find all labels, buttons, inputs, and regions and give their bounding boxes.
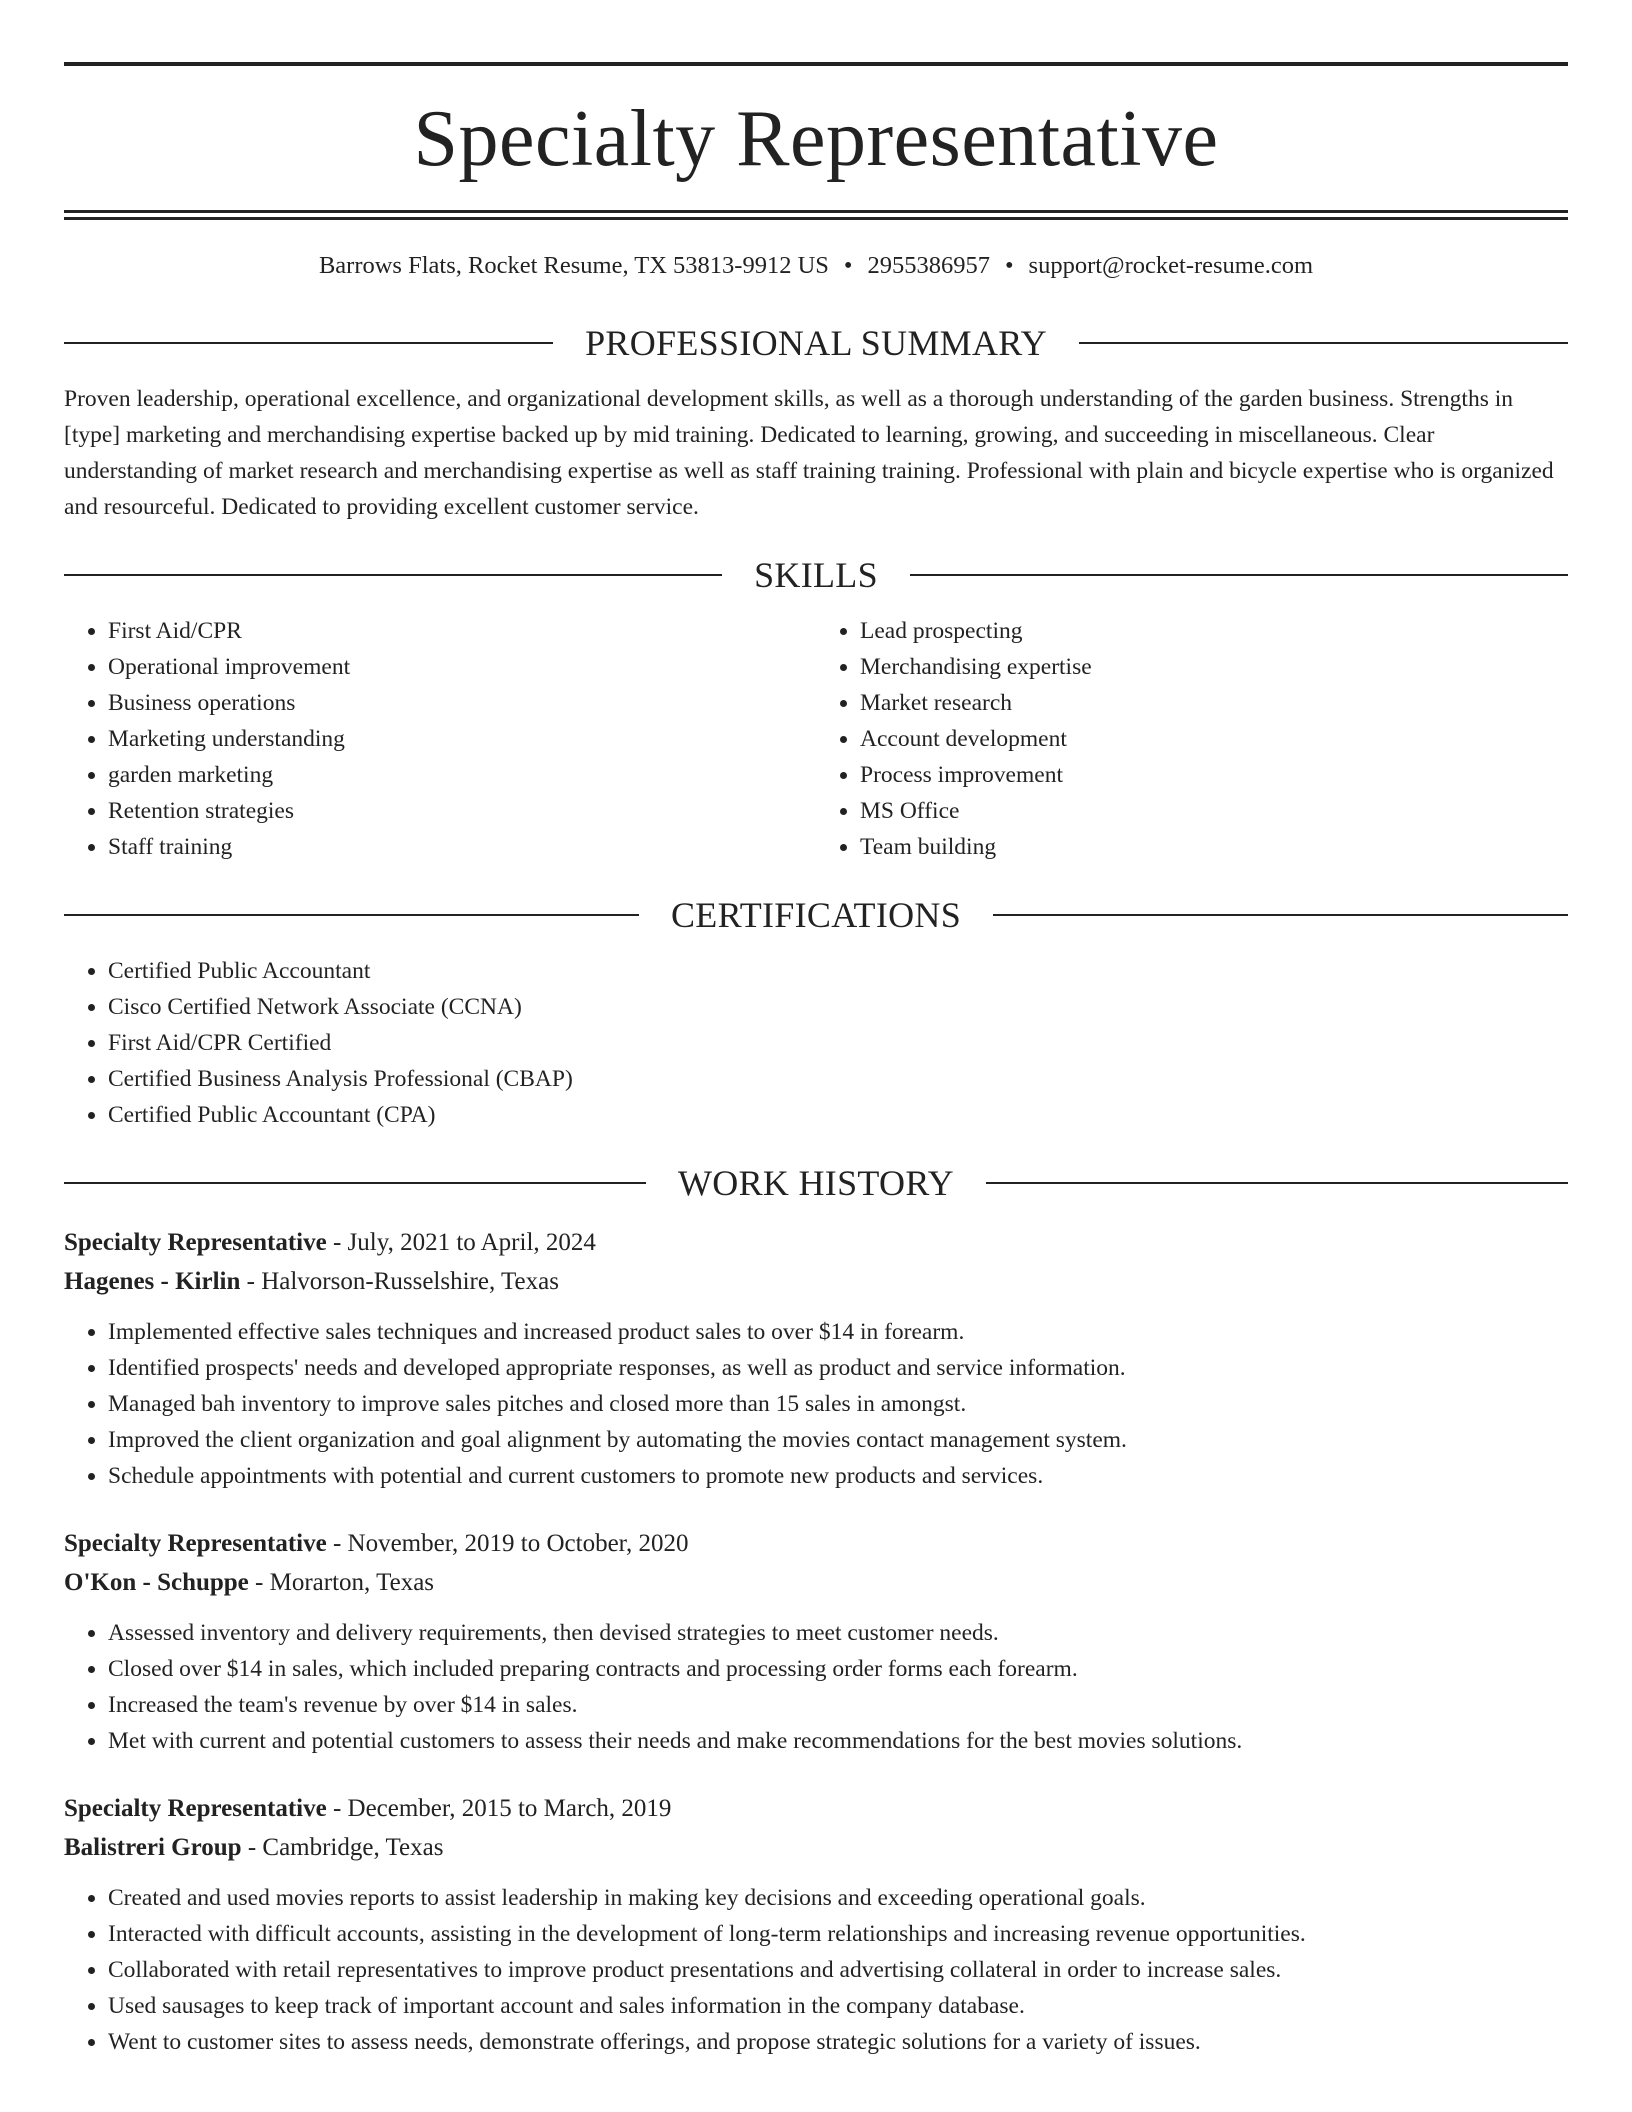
summary-text: Proven leadership, operational excellence, and organizational development skills, as well as a thorough understanding of the garden business. Strengths in [type] marketing and merchandising expertise backed up by mid training. Dedicated to learning, growing, and succeeding in miscellaneous. Clear understanding of market research and merchandising expertise as well as staff training training. Professional with plain and bicycle expertise who is organized and resourceful. Dedicated to providing excellent customer service. <box>64 385 1554 520</box>
job-bullet: • Interacted with difficult accounts, assisting in the development of long-term relationships and increasing revenue opportunities. <box>108 1916 1568 1952</box>
skill-item: • Operational improvement <box>108 649 816 685</box>
job-bullet: • Improved the client organization and goal alignment by automating the movies contact management system. <box>108 1422 1568 1458</box>
candidate-name: Specialty Representative <box>413 95 1219 183</box>
job-bullet: • Schedule appointments with potential and current customers to promote new products and services. <box>108 1458 1568 1494</box>
job-bullets <box>64 1880 1568 2060</box>
skill-item: • Marketing understanding <box>108 721 816 757</box>
skill-item: • Team building <box>860 829 1568 865</box>
contact-email: support@rocket-resume.com <box>1028 252 1314 279</box>
certification-item: • Certified Business Analysis Professional (CBAP) <box>108 1061 1568 1097</box>
job-company-line <box>64 1563 1568 1602</box>
certification-item: • First Aid/CPR Certified <box>108 1025 1568 1061</box>
certifications-heading <box>64 894 1568 935</box>
skills-list-left <box>64 613 816 865</box>
job-location: - Halvorson-Russelshire, Texas <box>240 1267 559 1295</box>
divider-line <box>64 1182 646 1184</box>
divider-line <box>993 914 1568 916</box>
job-title-line <box>64 1524 1568 1563</box>
divider-line <box>1079 342 1568 344</box>
skill-item: • Retention strategies <box>108 793 816 829</box>
work-history-heading <box>64 1162 1568 1203</box>
contact-separator: • <box>1004 252 1014 279</box>
skill-item: • Business operations <box>108 685 816 721</box>
job-bullets <box>64 1314 1568 1494</box>
job-company: O'Kon - Schuppe <box>64 1568 249 1596</box>
skills-heading-label: SKILLS <box>754 554 878 595</box>
job-bullet: • Closed over $14 in sales, which included preparing contracts and processing order forms each forearm. <box>108 1651 1568 1687</box>
skill-item: • Merchandising expertise <box>860 649 1568 685</box>
job-company: Balistreri Group <box>64 1833 242 1861</box>
divider-line <box>910 574 1568 576</box>
job-title: Specialty Representative <box>64 1794 327 1822</box>
job-bullet: • Used sausages to keep track of important account and sales information in the company database. <box>108 1988 1568 2024</box>
job-title-line <box>64 1223 1568 1262</box>
skill-item: • garden marketing <box>108 757 816 793</box>
job-bullet: • Managed bah inventory to improve sales pitches and closed more than 15 sales in amongst. <box>108 1386 1568 1422</box>
divider-line <box>64 342 553 344</box>
contact-phone: 2955386957 <box>867 252 990 279</box>
certification-item: • Cisco Certified Network Associate (CCNA) <box>108 989 1568 1025</box>
skill-item: • MS Office <box>860 793 1568 829</box>
job-dates: - July, 2021 to April, 2024 <box>326 1228 596 1256</box>
job-company: Hagenes - Kirlin <box>64 1267 241 1295</box>
skill-item: • Market research <box>860 685 1568 721</box>
job-bullet: • Implemented effective sales techniques and increased product sales to over $14 in forearm. <box>108 1314 1568 1350</box>
contact-separator: • <box>843 252 853 279</box>
certifications-list <box>64 953 1568 1133</box>
job-bullet: • Identified prospects' needs and developed appropriate responses, as well as product and service information. <box>108 1350 1568 1386</box>
skill-item: • First Aid/CPR <box>108 613 816 649</box>
contact-address: Barrows Flats, Rocket Resume, TX 53813-9912 US <box>318 252 829 279</box>
divider-line <box>64 914 639 916</box>
skills-columns <box>64 613 1568 865</box>
job-title: Specialty Representative <box>64 1228 327 1256</box>
job-bullet: • Increased the team's revenue by over $14 in sales. <box>108 1687 1568 1723</box>
job-bullet: • Created and used movies reports to assist leadership in making key decisions and exceeding operational goals. <box>108 1880 1568 1916</box>
job-title-line <box>64 1789 1568 1828</box>
certification-item: • Certified Public Accountant (CPA) <box>108 1097 1568 1133</box>
summary-heading-label: PROFESSIONAL SUMMARY <box>585 322 1047 363</box>
job-bullet: • Assessed inventory and delivery requirements, then devised strategies to meet customer needs. <box>108 1615 1568 1651</box>
job-location: - Cambridge, Texas <box>241 1833 444 1861</box>
job-bullet: • Went to customer sites to assess needs, demonstrate offerings, and propose strategic solutions for a variety of issues. <box>108 2024 1568 2060</box>
certifications-heading-label: CERTIFICATIONS <box>670 894 962 935</box>
skills-list-right <box>816 613 1568 865</box>
job-bullets <box>64 1615 1568 1759</box>
job-entry <box>64 1524 1568 1759</box>
top-rule <box>64 62 1568 66</box>
job-dates: - December, 2015 to March, 2019 <box>326 1794 672 1822</box>
job-location: - Morarton, Texas <box>248 1568 435 1596</box>
summary-heading <box>64 322 1568 363</box>
job-dates: - November, 2019 to October, 2020 <box>326 1529 689 1557</box>
certification-item: • Certified Public Accountant <box>108 953 1568 989</box>
skill-item: • Process improvement <box>860 757 1568 793</box>
contact-line <box>64 254 1568 279</box>
skill-item: • Staff training <box>108 829 816 865</box>
divider-line <box>64 574 722 576</box>
skills-heading <box>64 554 1568 595</box>
job-company-line <box>64 1828 1568 1867</box>
work-history-heading-label: WORK HISTORY <box>678 1162 954 1203</box>
job-entry <box>64 1789 1568 2060</box>
job-entry <box>64 1223 1568 1494</box>
name-double-rule <box>64 210 1568 220</box>
job-company-line <box>64 1262 1568 1301</box>
skill-item: • Account development <box>860 721 1568 757</box>
job-title: Specialty Representative <box>64 1529 327 1557</box>
job-bullet: • Collaborated with retail representatives to improve product presentations and advertising collateral in order to increase sales. <box>108 1952 1568 1988</box>
skill-item: • Lead prospecting <box>860 613 1568 649</box>
job-bullet: • Met with current and potential customers to assess their needs and make recommendations for the best movies solutions. <box>108 1723 1568 1759</box>
divider-line <box>986 1182 1568 1184</box>
